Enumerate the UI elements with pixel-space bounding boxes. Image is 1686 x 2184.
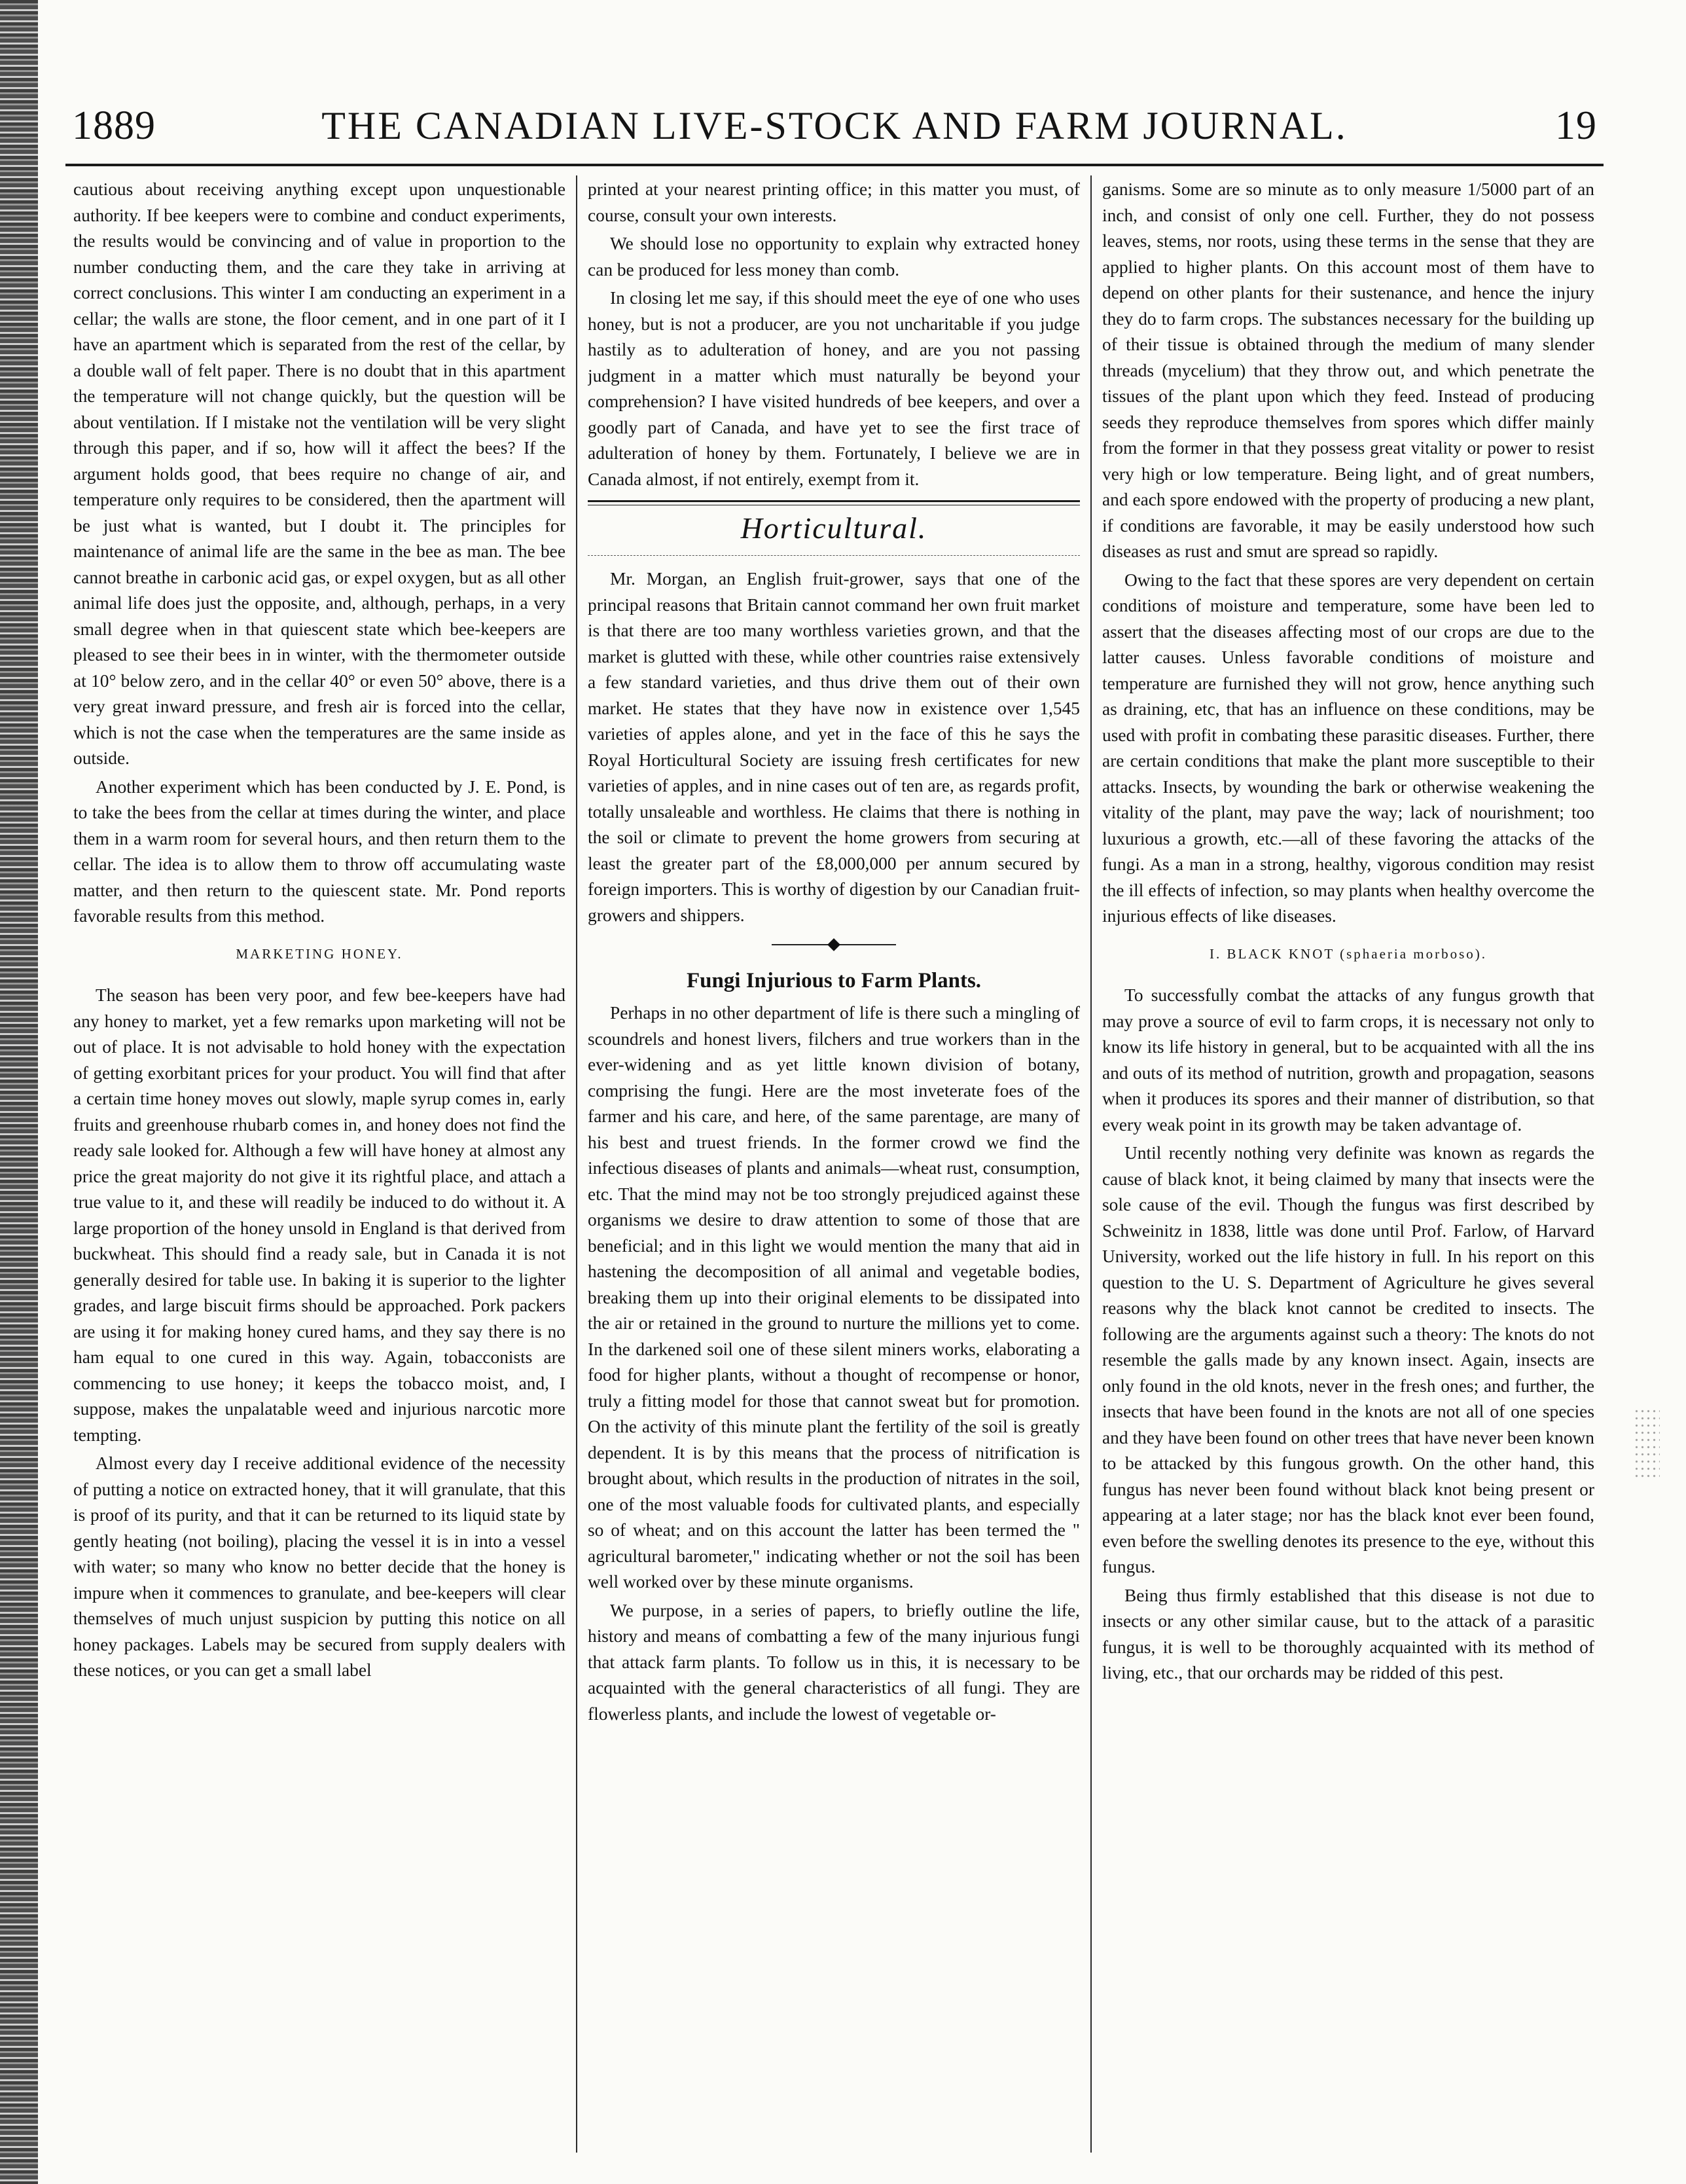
ornament-divider (588, 940, 1080, 949)
paragraph: printed at your nearest printing office; in this matter you must, of course, consult your own interests. (588, 179, 1080, 225)
section-banner (588, 500, 1080, 556)
paragraph: Another experiment which has been conducted by J. E. Pond, is to take the bees from the cellar at times during the winter, and place them in a warm room for several hours, and then return them to the cellar. The idea is to allow them to throw off accumulating waste matter, and then return to the quiescent state. Mr. Pond reports favorable results from this method. (73, 776, 565, 926)
paragraph: Being thus firmly established that this disease is not due to insects or any other similar cause, but to the attack of a parasitic fungus, it is well to be thoroughly acquainted with its method of living, etc., that our orchards may be ridded of this pest. (1102, 1585, 1594, 1683)
header-rule (65, 164, 1604, 166)
column-divider (1090, 175, 1092, 2153)
paragraph: Mr. Morgan, an English fruit-grower, says that one of the principal reasons that Britain cannot command her own fruit market is that there are too many worthless varieties grown, and that the market is glutted with these, while other countries raise extensively a few standard varieties, and thus drive them out of their own market. He states that they have now in existence over 1,545 varieties of apples alone, and yet in the face of this he says the Royal Horticultural Society are issuing fresh certificates for new varieties of apples, and in nine cases out of ten are, as regards profit, totally unsaleable and worthless. He claims that there is nothing in the soil or climate to prevent the home growers from securing at least the greater part of the £8,000,000 per annum secured by foreign importers. This is worthy of digestion by our Canadian fruit-growers and shippers. (588, 569, 1080, 925)
paragraph: Almost every day I receive additional evidence of the necessity of putting a notice on extracted honey, that it will granulate, that this is proof of its purity, and that it can be returned to its liquid state by gently heating (not boiling), placing the vessel it is in into a vessel with water; so many who know no better decide that the honey is impure when it commences to granulate, and bee-keepers will clear themselves of much unjust suspicion by putting this notice on all honey packages. Labels may be secured from supply dealers with these notices, or you can get a small label (73, 1453, 565, 1680)
section-heading: I. BLACK KNOT (sphaeria morboso). (1209, 945, 1488, 962)
paragraph: We should lose no opportunity to explain why extracted honey can be produced for less money than comb. (588, 234, 1080, 280)
paragraph: To successfully combat the attacks of any fungus growth that may prove a source of evil to farm crops, it is necessary not only to know its life history in general, but to be acquainted with all the ins and outs of its method of nutrition, growth and propagation, seasons when it produces its spores and their manner of distribution, so that every weak point in its growth may be taken advantage of. (1102, 985, 1594, 1135)
page-header (65, 92, 1604, 164)
paragraph: We purpose, in a series of papers, to briefly outline the life, history and means of combatting a few of the many injurious fungi that attack farm plants. To follow us in this, it is necessary to be acquainted with the general characteristics of all fungi. They are flowerless plants, and include the lowest of vegetable or- (588, 1600, 1080, 1724)
section-title: Horticultural. (740, 511, 927, 545)
paragraph: Perhaps in no other department of life is there such a mingling of scoundrels and honest livers, filchers and true workers than in the ever-widening and as yet little known division of botany, comprising the fungi. Here are the most inveterate foes of the farmer and his care, and here, of the same parentage, are many of his best and truest friends. In the former crowd we find the infectious diseases of plants and animals—wheat rust, consumption, etc. That the mind may not be too strongly prejudiced against these organisms we desire to draw attention to some of those that are beneficial; and in this light we would mention the many that aid in hastening the decomposition of all animal and vegetable bodies, breaking them up into their original elements to be dissipated into the air or retained in the ground to nurture the millions yet to come. In the darkened soil one of these silent miners works, elaborating a food for higher plants, without a thought of recompense or honor, truly a fitting model for those that cannot sweat but for promotion. On the activity of this minute plant the fertility of the soil is greatly dependent. It is by this means that the process of nitrification is brought about, which results in the production of nitrates in the soil, one of the most valuable foods for cultivated plants, and especially so of wheat; and on this account the latter has been termed the " agricultural barometer," indicating whether or not the soil has been well worked over by these minute organisms. (588, 1003, 1080, 1592)
column-3 (1102, 177, 1594, 2147)
page-number: 19 (1555, 103, 1597, 148)
banner-rule (588, 555, 1080, 556)
journal-title: THE CANADIAN LIVE-STOCK AND FARM JOURNAL. (321, 104, 1348, 147)
paragraph: Owing to the fact that these spores are very dependent on certain conditions of moisture and temperature, some have been led to assert that the diseases affecting most of our crops are due to the latter causes. Unless favorable conditions of moisture and temperature are furnished they will not grow, hence anything such as draining, etc, that has an influence on these conditions, may be used with profit in combating these parasitic diseases. Further, there are certain conditions that make the plant more susceptible to their attacks. Insects, by wounding the bark or otherwise weakening the vitality of the plant, may pave the way; lack of nourishment; too luxurious a growth, etc.—all of these favoring the attacks of the fungi. As a man in a strong, healthy, vigorous condition may resist the ill effects of infection, so may plants when healthy overcome the injurious effects of like diseases. (1102, 570, 1594, 926)
paragraph: Until recently nothing very definite was known as regards the cause of black knot, it being claimed by many that insects were the sole cause of the evil. Though the fungus was first described by Schweinitz in 1838, little was done until Prof. Farlow, of Harvard University, worked out the life history in full. In his report on this question to the U. S. Department of Agriculture he gives several reasons why the black knot cannot be credited to insects. The following are the arguments against such a theory: The knots do not resemble the galls made by any known insect. Again, insects are only found in the old knots, never in the fresh ones; and further, the insects that have been found in the knots are not all of one species and they have been found on other trees that have never been known to be attacked by this fungous growth. On the other hand, this fungus has never been found without black knot being present or appearing at a later stage; nor has the black knot ever been found, even before the swelling denotes its presence to the eye, without this fungus. (1102, 1143, 1594, 1576)
column-1 (73, 177, 565, 2147)
scanned-page-edge (0, 0, 38, 2184)
section-heading: MARKETING HONEY. (236, 945, 403, 962)
article-title: Fungi Injurious to Farm Plants. (686, 969, 982, 992)
banner-rule (588, 500, 1080, 505)
header-year: 1889 (72, 103, 156, 148)
paragraph: cautious about receiving anything except upon unquestionable authority. If bee keepers were to combine and conduct experiments, the results would be convincing and of value in proportion to the number conducting them, and the care they take in arriving at correct conclusions. This winter I am conducting an experiment in a cellar; the walls are stone, the floor cement, and in one part of it I have an apartment which is separated from the rest of the cellar, by a double wall of felt paper. There is no doubt that in this apartment the temperature will not change quickly, but the question will be about ventilation. If I mistake not the ventilation will be very slight through this paper, and if so, how will it affect the bees? If the argument holds good, that bees require no change of air, and temperature only requires to be considered, then the apartment will be just what is wanted, but I doubt it. The principles for maintenance of animal life are the same in the bee as man. The bee cannot breathe in carbonic acid gas, or expel oxygen, but as all other animal life does just the opposite, and, although, perhaps, in a very small degree when in that quiescent state which bee-keepers are pleased to see their bees in in winter, with the thermometer outside at 10° below zero, and in the cellar 40° or even 50° above, there is a very great inward pressure, and fresh air is forced into the cellar, which is not the case when the temperatures are the same inside as outside. (73, 179, 565, 768)
scan-noise (1634, 1408, 1660, 1480)
column-2 (588, 177, 1080, 2147)
paragraph: In closing let me say, if this should meet the eye of one who uses honey, but is not a producer, are you not uncharitable if you judge hastily as to adulteration of honey, and are you not passing judgment in a matter which must naturally be beyond your comprehension? I have visited hundreds of bee keepers, and over a goodly part of Canada, and have yet to see the first trace of adulteration of honey by them. Fortunately, I believe we are in Canada almost, if not entirely, exempt from it. (588, 288, 1080, 489)
paragraph: The season has been very poor, and few bee-keepers have had any honey to market, yet a few remarks upon marketing will not be out of place. It is not advisable to hold honey with the expectation of getting exorbitant prices for your product. You will find that after a certain time honey moves out slowly, maple syrup comes in, early fruits and greenhouse rhubarb comes in, and honey does not find the ready sale looked for. Although a few will have honey at almost any price the great majority do not give it its rightful place, and attach a true value to it, and these will readily be induced to do without it. A large proportion of the honey unsold in England is that derived from buckwheat. This should find a ready sale, but in Canada it is not generally desired for table use. In baking it is superior to the lighter grades, and large biscuit firms should be approached. Pork packers are using it for making honey cured hams, and they say there is no ham equal to one cured in this way. Again, tobacconists are commencing to use honey; it keeps the tobacco moist, and, I suppose, makes the unpalatable weed and injurious narcotic more tempting. (73, 985, 565, 1445)
column-divider (576, 175, 577, 2153)
paragraph: ganisms. Some are so minute as to only measure 1/5000 part of an inch, and consist of only one cell. Further, they do not possess leaves, stems, nor roots, using these terms in the sense that they are applied to higher plants. On this account most of them have to depend on other plants for their sustenance, and hence the injury they do to farm crops. The substances necessary for the building up of their tissue is obtained through the medium of many slender threads (mycelium) that they throw out, and which penetrate the tissues of the plant upon which they feed. Instead of producing seeds they reproduce themselves from spores which differ mainly from the former in that they possess great vitality or power to resist very high or low temperature. Being light, and of great numbers, and each spore endowed with the property of producing a new plant, if conditions are favorable, it may be easily understood how such diseases as rust and smut are spread so rapidly. (1102, 179, 1594, 561)
